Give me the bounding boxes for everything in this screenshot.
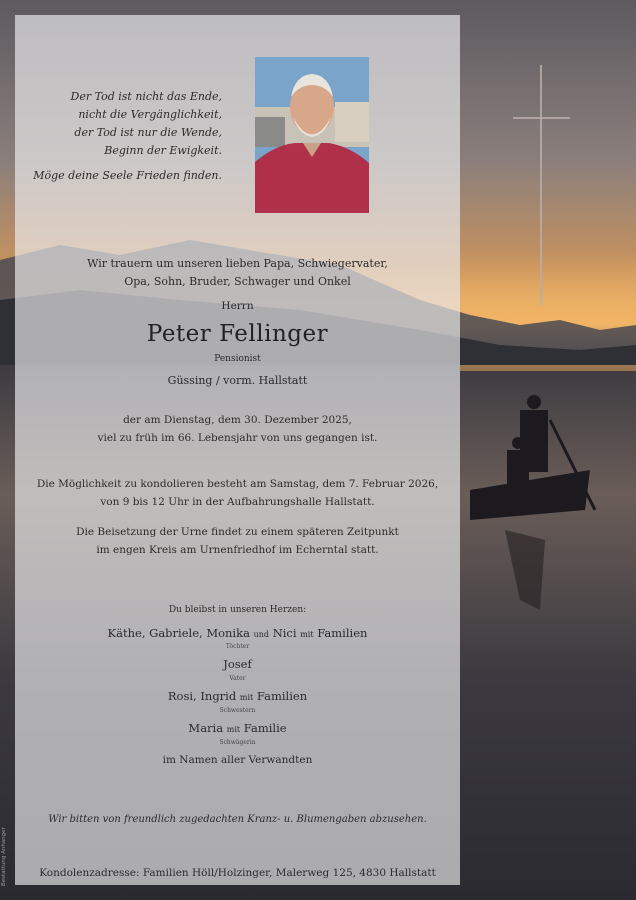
poem-closing: Möge deine Seele Frieden finden. [33, 169, 222, 182]
condolence-address: Kondolenzadresse: Familien Höll/Holzinger, Malerweg 125, 4830 Hallstatt [39, 867, 436, 879]
mourner-relation: Töchter [225, 643, 250, 650]
cross-icon [513, 65, 573, 305]
condolence-line: von 9 bis 12 Uhr in der Aufbahrungshalle Hallstatt. [100, 496, 375, 508]
salutation: Herrn [221, 300, 254, 312]
mourner-group [15, 626, 460, 640]
mourner-with: mit [239, 693, 254, 702]
poem-line: Beginn der Ewigkeit. [104, 144, 222, 157]
mourner-names: Rosi, Ingrid [167, 689, 237, 703]
mourner-names: Josef [223, 657, 252, 671]
burial-line: im engen Kreis am Urnenfriedhof im Echerntal statt. [96, 544, 379, 556]
flower-request: Wir bitten von freundlich zugedachten Kranz- u. Blumengaben abzusehen. [48, 814, 427, 825]
mourner-conjunction: und [253, 630, 270, 639]
mourner-family: Familien [256, 689, 308, 703]
death-line: viel zu früh im 66. Lebensjahr von uns gegangen ist. [97, 432, 378, 444]
mourner-family: Familie [243, 721, 287, 735]
death-line: der am Dienstag, dem 30. Dezember 2025, [123, 414, 352, 426]
mourner-names: Maria [188, 721, 224, 735]
poem-line: Der Tod ist nicht das Ende, [70, 90, 222, 103]
mourner-with: mit [226, 725, 241, 734]
mourners-intro: Du bleibst in unseren Herzen: [168, 605, 307, 615]
mourners-closing: im Namen aller Verwandten [162, 754, 313, 766]
mourner-family: Familien [317, 626, 368, 640]
burial-line: Die Beisetzung der Urne findet zu einem späteren Zeitpunkt [76, 526, 399, 538]
occupation: Pensionist [214, 354, 261, 364]
deceased-name: Peter Fellinger [146, 321, 329, 347]
announcement-line: Wir trauern um unseren lieben Papa, Schwiegervater, [87, 257, 388, 270]
mourner-names: Nici [272, 626, 297, 640]
burial-info [15, 523, 460, 559]
announcement [15, 255, 460, 291]
mourner-group [15, 721, 460, 735]
portrait-photo [255, 57, 369, 213]
poem-line: der Tod ist nur die Wende, [74, 126, 222, 139]
condolence-info [15, 475, 460, 511]
mourner-group [15, 689, 460, 703]
poem-line: nicht die Vergänglichkeit, [78, 108, 222, 121]
death-notice [15, 411, 460, 447]
location: Güssing / vorm. Hallstatt [167, 374, 308, 387]
announcement-line: Opa, Sohn, Bruder, Schwager und Onkel [124, 275, 351, 288]
mourner-relation: Schwägerin [219, 739, 256, 746]
credit-text: Bestattung Anhanger [1, 827, 7, 886]
mourner-group [15, 657, 460, 671]
condolence-line: Die Möglichkeit zu kondolieren besteht am Samstag, dem 7. Februar 2026, [36, 478, 439, 490]
mourner-names: Käthe, Gabriele, Monika [107, 626, 250, 640]
poem [30, 88, 222, 185]
mourner-relation: Vater [229, 675, 246, 682]
mourner-with: mit [300, 630, 314, 639]
mourner-relation: Schwestern [219, 707, 256, 714]
